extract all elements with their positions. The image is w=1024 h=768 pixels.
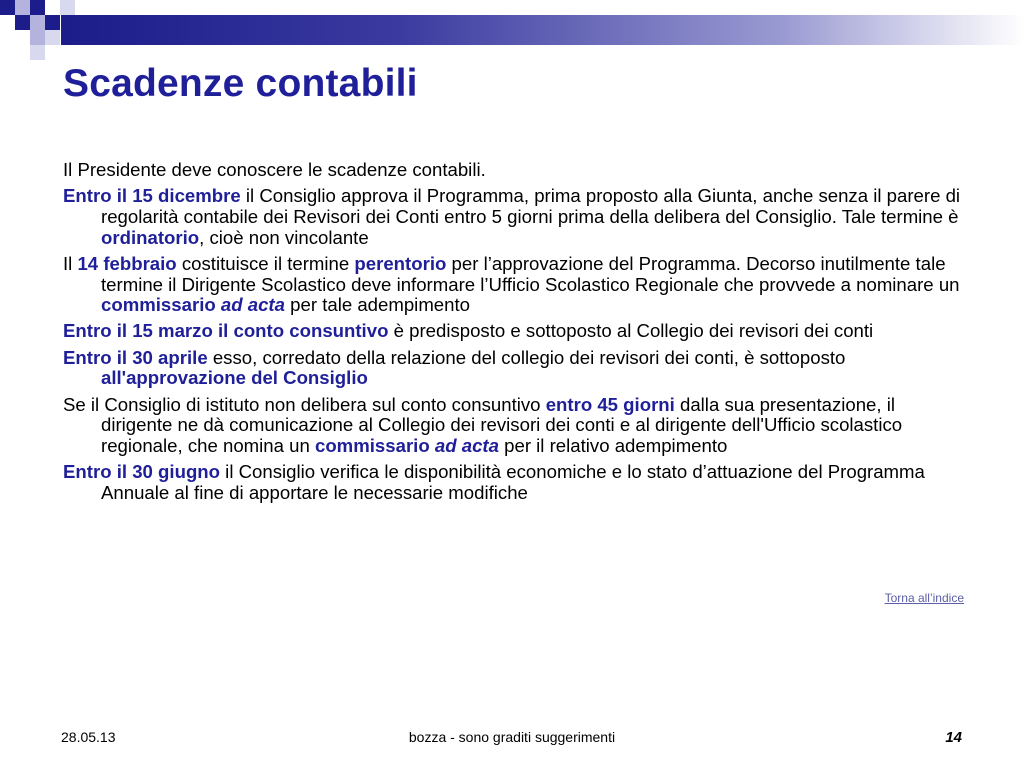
- highlighted-text: Entro il 15 marzo il conto consuntivo: [63, 320, 389, 342]
- paragraph-text: per il relativo adempimento: [498, 434, 728, 456]
- decor-square: [45, 30, 60, 45]
- paragraph-text: , cioè non vincolante: [199, 226, 369, 248]
- decor-square: [30, 15, 45, 30]
- highlighted-text: all'approvazione del Consiglio: [101, 367, 368, 389]
- body-paragraph: [63, 254, 968, 316]
- body-paragraph: [63, 321, 968, 342]
- highlighted-text: entro 45 giorni: [545, 393, 675, 415]
- highlighted-text: commissario: [101, 294, 216, 316]
- paragraph-text: il Consiglio verifica le disponibilità economiche e lo stato d’attuazione del Programma Annuale al fine di apportare le necessarie modifiche: [101, 461, 925, 503]
- paragraph-text: Se il Consiglio di istituto non delibera sul conto consuntivo: [63, 393, 546, 415]
- paragraph-text: esso, corredato della relazione del collegio dei revisori dei conti, è sottoposto: [207, 346, 846, 368]
- body-paragraph: [63, 348, 968, 389]
- highlighted-text: commissario: [314, 434, 430, 456]
- decor-square: [30, 45, 45, 60]
- back-to-index-link[interactable]: Torna all’indice: [884, 591, 964, 605]
- footer-center-text: bozza - sono graditi suggerimenti: [408, 729, 616, 745]
- paragraph-text: Il: [63, 252, 78, 274]
- page-number: 14: [945, 729, 962, 746]
- paragraph-text: Il Presidente deve conoscere le scadenze contabili.: [63, 159, 486, 180]
- highlighted-text: Entro il 15 dicembre: [63, 185, 241, 207]
- decor-square: [30, 30, 45, 45]
- paragraph-text: il Consiglio approva il Programma, prima proposto alla Giunta, anche senza il parere di regolarità contabile dei Revisori dei Conti entro 5 giorni prima della delibera del Consiglio. Tale termine è: [101, 185, 961, 227]
- paragraph-text: per l’approvazione del Programma. Decorso inutilmente tale termine il Dirigente Scolastico deve informare l’Ufficio Scolastico Regionale che provvede a nominare un: [101, 252, 960, 295]
- header-gradient-bar: [61, 15, 1024, 45]
- decor-square: [15, 15, 30, 30]
- decor-square: [45, 15, 60, 30]
- body-paragraph: [63, 186, 968, 248]
- footer-date: 28.05.13: [61, 729, 116, 745]
- highlighted-text: 14 febbraio: [77, 252, 177, 274]
- highlighted-text: ad acta: [434, 434, 499, 456]
- decor-square: [30, 0, 45, 15]
- paragraph-text: per tale adempimento: [284, 294, 470, 316]
- highlighted-text: ad acta: [220, 294, 285, 316]
- paragraph-text: costituisce il termine: [176, 252, 355, 274]
- highlighted-text: Entro il 30 aprile: [63, 346, 208, 368]
- paragraph-text: è predisposto e sottoposto al Collegio dei revisori dei conti: [388, 320, 874, 342]
- highlighted-text: ordinatorio: [101, 226, 200, 248]
- highlighted-text: Entro il 30 giugno: [63, 461, 221, 483]
- slide-title: Scadenze contabili: [63, 62, 418, 105]
- paragraph-text: dalla sua presentazione, il dirigente ne dà comunicazione al Collegio dei revisori dei conti e al dirigente dell'Ufficio scolastico regionale, che nomina un: [101, 393, 903, 456]
- body-paragraph: [63, 160, 968, 181]
- decor-square: [15, 0, 30, 15]
- decor-square: [0, 0, 15, 15]
- body-paragraph: [63, 395, 968, 457]
- decor-square: [60, 0, 75, 15]
- slide-body: [63, 160, 968, 509]
- body-paragraph: [63, 462, 968, 503]
- highlighted-text: perentorio: [354, 252, 447, 274]
